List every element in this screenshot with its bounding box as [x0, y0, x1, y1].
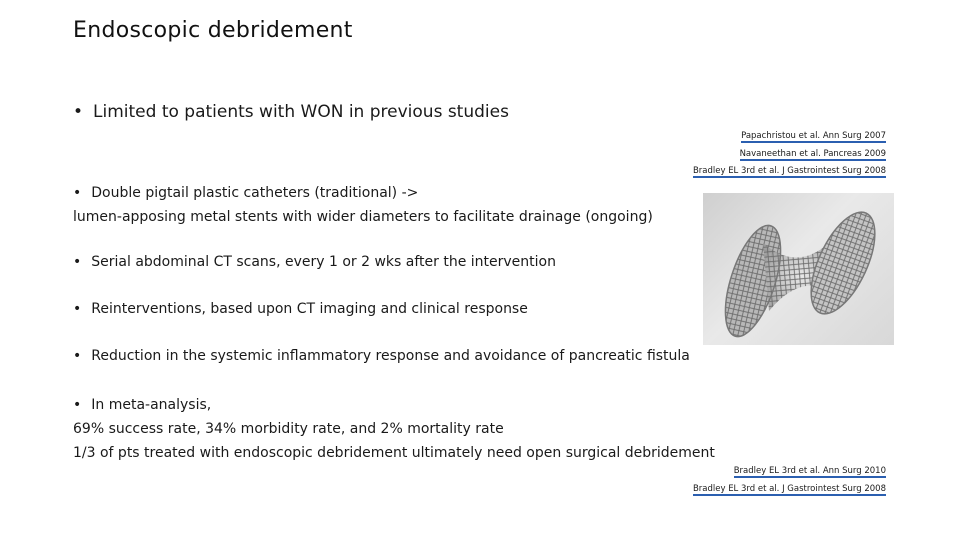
bullet-meta-analysis	[73, 393, 715, 465]
reference-link[interactable]: Navaneethan et al. Pancreas 2009	[739, 148, 886, 159]
reference-link[interactable]: Bradley EL 3rd et al. Ann Surg 2010	[733, 466, 886, 476]
bullet-text: Reduction in the systemic inflammatory response and avoidance of pancreatic fistula	[91, 348, 690, 364]
bullet-text: Limited to patients with WON in previous studies	[93, 102, 509, 122]
metal-stent-image	[703, 193, 894, 345]
bullet-dot: •	[73, 102, 84, 122]
bullet-serial-ct	[73, 254, 556, 270]
bullet-dot: •	[73, 254, 82, 270]
bullet-limited-to-won	[73, 102, 509, 122]
bullet-dot: •	[73, 397, 82, 413]
stent-illustration	[703, 193, 894, 345]
bullet-dot: •	[73, 185, 82, 201]
bullet-dot: •	[73, 348, 82, 364]
bullet-stents	[73, 181, 653, 229]
bullet-dot: •	[73, 301, 82, 317]
reference-link[interactable]: Bradley EL 3rd et al. J Gastrointest Surg 2008	[692, 166, 886, 176]
bullet-text: Reinterventions, based upon CT imaging and clinical response	[91, 301, 528, 317]
bullet-reduction	[73, 348, 690, 364]
references-bottom	[693, 463, 886, 498]
reference-link[interactable]: Papachristou et al. Ann Surg 2007	[741, 131, 886, 141]
bullet-text-continued: 1/3 of pts treated with endoscopic debridement ultimately need open surgical debridement	[73, 445, 715, 461]
bullet-text-continued: 69% success rate, 34% morbidity rate, and 2% mortality rate	[73, 421, 504, 437]
bullet-text: Double pigtail plastic catheters (traditional) ->	[91, 185, 419, 201]
bullet-text: In meta-analysis,	[91, 397, 212, 413]
bullet-text: Serial abdominal CT scans, every 1 or 2 wks after the intervention	[91, 254, 556, 270]
bullet-text-continued: lumen-apposing metal stents with wider diameters to facilitate drainage (ongoing)	[73, 209, 653, 225]
reference-link[interactable]: Bradley EL 3rd et al. J Gastrointest Surg 2008	[692, 483, 886, 494]
references-top	[693, 128, 886, 181]
bullet-reinterventions	[73, 301, 528, 317]
slide-title: Endoscopic debridement	[73, 18, 353, 43]
